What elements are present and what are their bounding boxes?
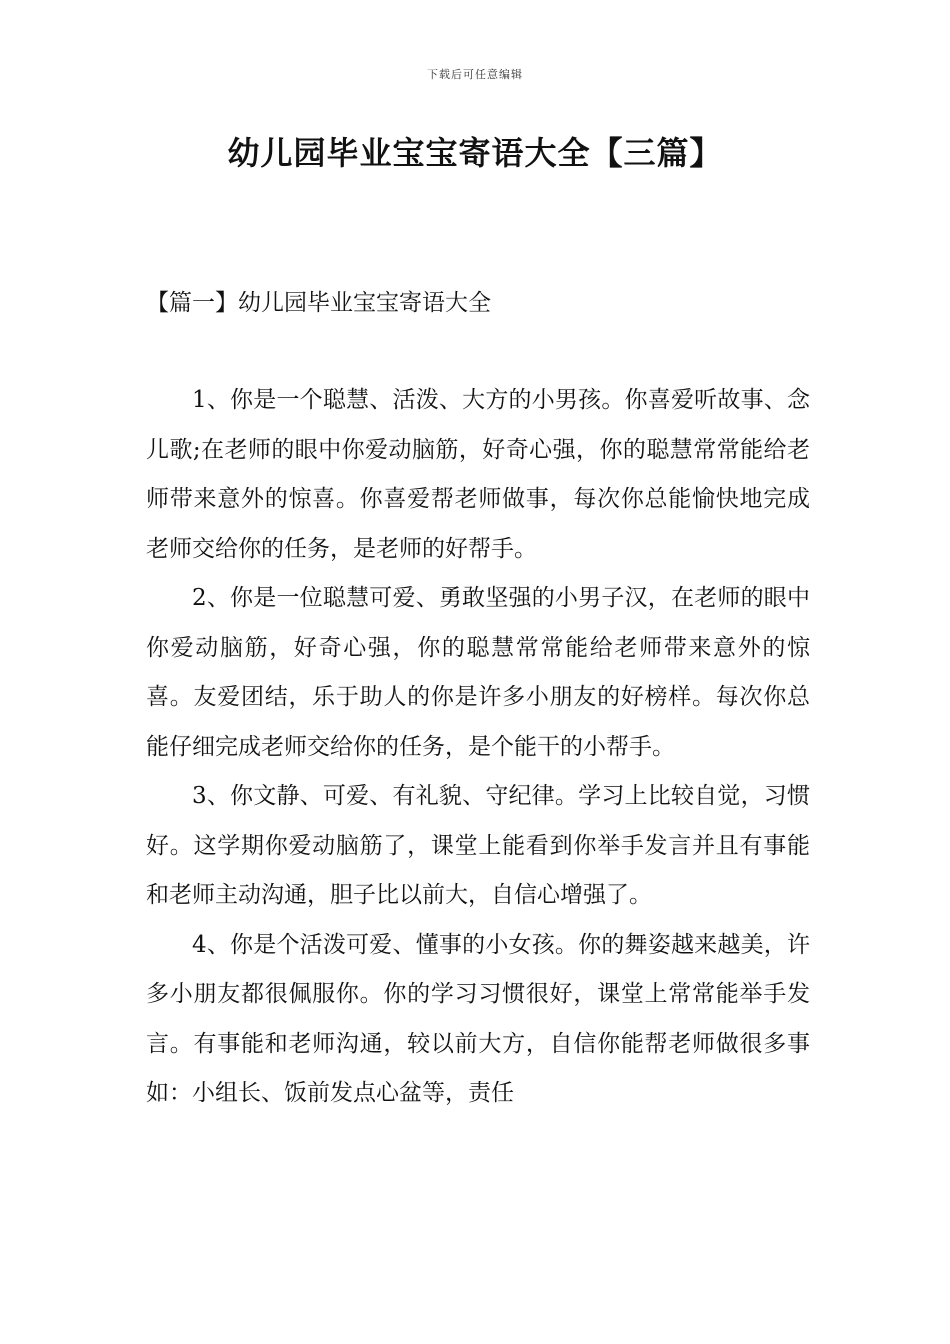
paragraph-4: 4、你是个活泼可爱、懂事的小女孩。你的舞姿越来越美，许多小朋友都很佩服你。你的学习习惯很好，课堂上常常能举手发言。有事能和老师沟通，较以前大方，自信你能帮老师做很多事如：小组长、饭前发点心盆等，责任	[146, 931, 810, 1106]
header-note: 下载后可任意编辑	[427, 68, 523, 81]
body-text	[146, 376, 810, 1119]
section-heading: 【篇一】幼儿园毕业宝宝寄语大全	[146, 290, 491, 316]
paragraph-1: 1、你是一个聪慧、活泼、大方的小男孩。你喜爱听故事、念儿歌;在老师的眼中你爱动脑筋，好奇心强，你的聪慧常常能给老师带来意外的惊喜。你喜爱帮老师做事，每次你总能愉快地完成老师交给你的任务，是老师的好帮手。	[146, 387, 810, 562]
document-title: 幼儿园毕业宝宝寄语大全【三篇】	[227, 134, 723, 172]
paragraph-3: 3、你文静、可爱、有礼貌、守纪律。学习上比较自觉，习惯好。这学期你爱动脑筋了，课堂上能看到你举手发言并且有事能和老师主动沟通，胆子比以前大，自信心增强了。	[146, 783, 810, 908]
paragraph-2: 2、你是一位聪慧可爱、勇敢坚强的小男子汉，在老师的眼中你爱动脑筋，好奇心强，你的聪慧常常能给老师带来意外的惊喜。友爱团结，乐于助人的你是许多小朋友的好榜样。每次你总能仔细完成老师交给你的任务，是个能干的小帮手。	[146, 585, 810, 760]
